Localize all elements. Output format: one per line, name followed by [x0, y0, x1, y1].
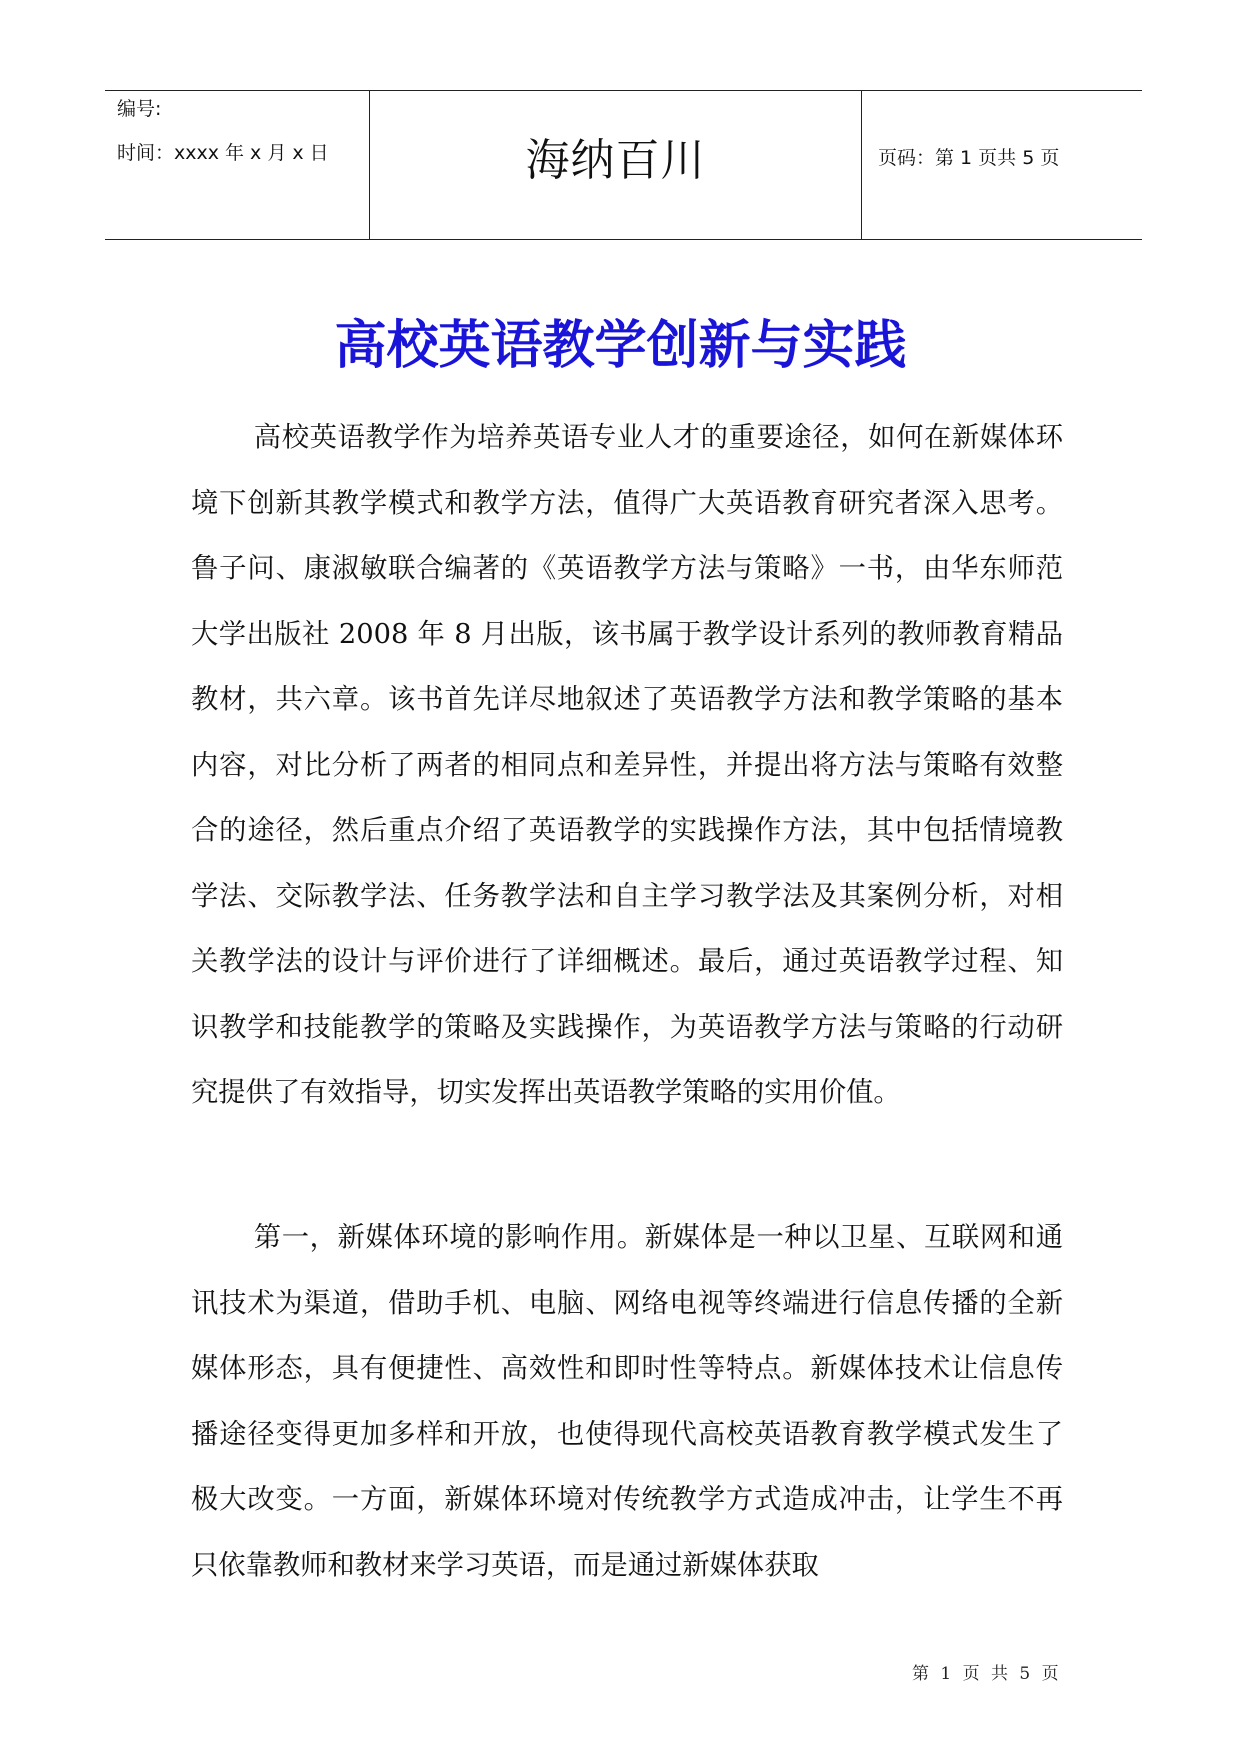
document-date-label: 时间：xxxx 年 x 月 x 日 — [117, 142, 329, 164]
body-paragraph-1: 高校英语教学作为培养英语专业人才的重要途径，如何在新媒体环境下创新其教学模式和教学方法，值得广大英语教育研究者深入思考。鲁子问、康淑敏联合编著的《英语教学方法与策略》一书，由华东师范大学出版社 2008 年 8 月出版，该书属于教学设计系列的教师教育精品教材，共六章。该书首先详尽地叙述了英语教学方法和教学策略的基本内容，对比分析了两者的相同点和差异性，并提出将方法与策略有效整合的途径，然后重点介绍了英语教学的实践操作方法，其中包括情境教学法、交际教学法、任务教学法和自主学习教学法及其案例分析，对相关教学法的设计与评价进行了详细概述。最后，通过英语教学过程、知识教学和技能教学的策略及实践操作，为英语教学方法与策略的行动研究提供了有效指导，切实发挥出英语教学策略的实用价值。 — [191, 422, 1063, 1108]
document-title: 高校英语教学创新与实践 — [334, 315, 907, 376]
header-left-cell — [105, 91, 370, 239]
page-footer-indicator: 第 1 页 共 5 页 — [912, 1664, 1062, 1684]
document-header-table — [105, 90, 1142, 240]
header-right-cell — [862, 91, 1142, 239]
body-paragraph-2: 第一，新媒体环境的影响作用。新媒体是一种以卫星、互联网和通讯技术为渠道，借助手机、电脑、网络电视等终端进行信息传播的全新媒体形态，具有便捷性、高效性和即时性等特点。新媒体技术让信息传播途径变得更加多样和开放，也使得现代高校英语教育教学模式发生了极大改变。一方面，新媒体环境对传统教学方式造成冲击，让学生不再只依靠教师和教材来学习英语，而是通过新媒体获取 — [191, 1222, 1063, 1581]
document-number-label: 编号: — [117, 98, 162, 120]
header-center-cell — [370, 91, 862, 239]
brand-motto: 海纳百川 — [525, 135, 706, 186]
header-page-label: 页码：第 1 页共 5 页 — [878, 147, 1060, 169]
